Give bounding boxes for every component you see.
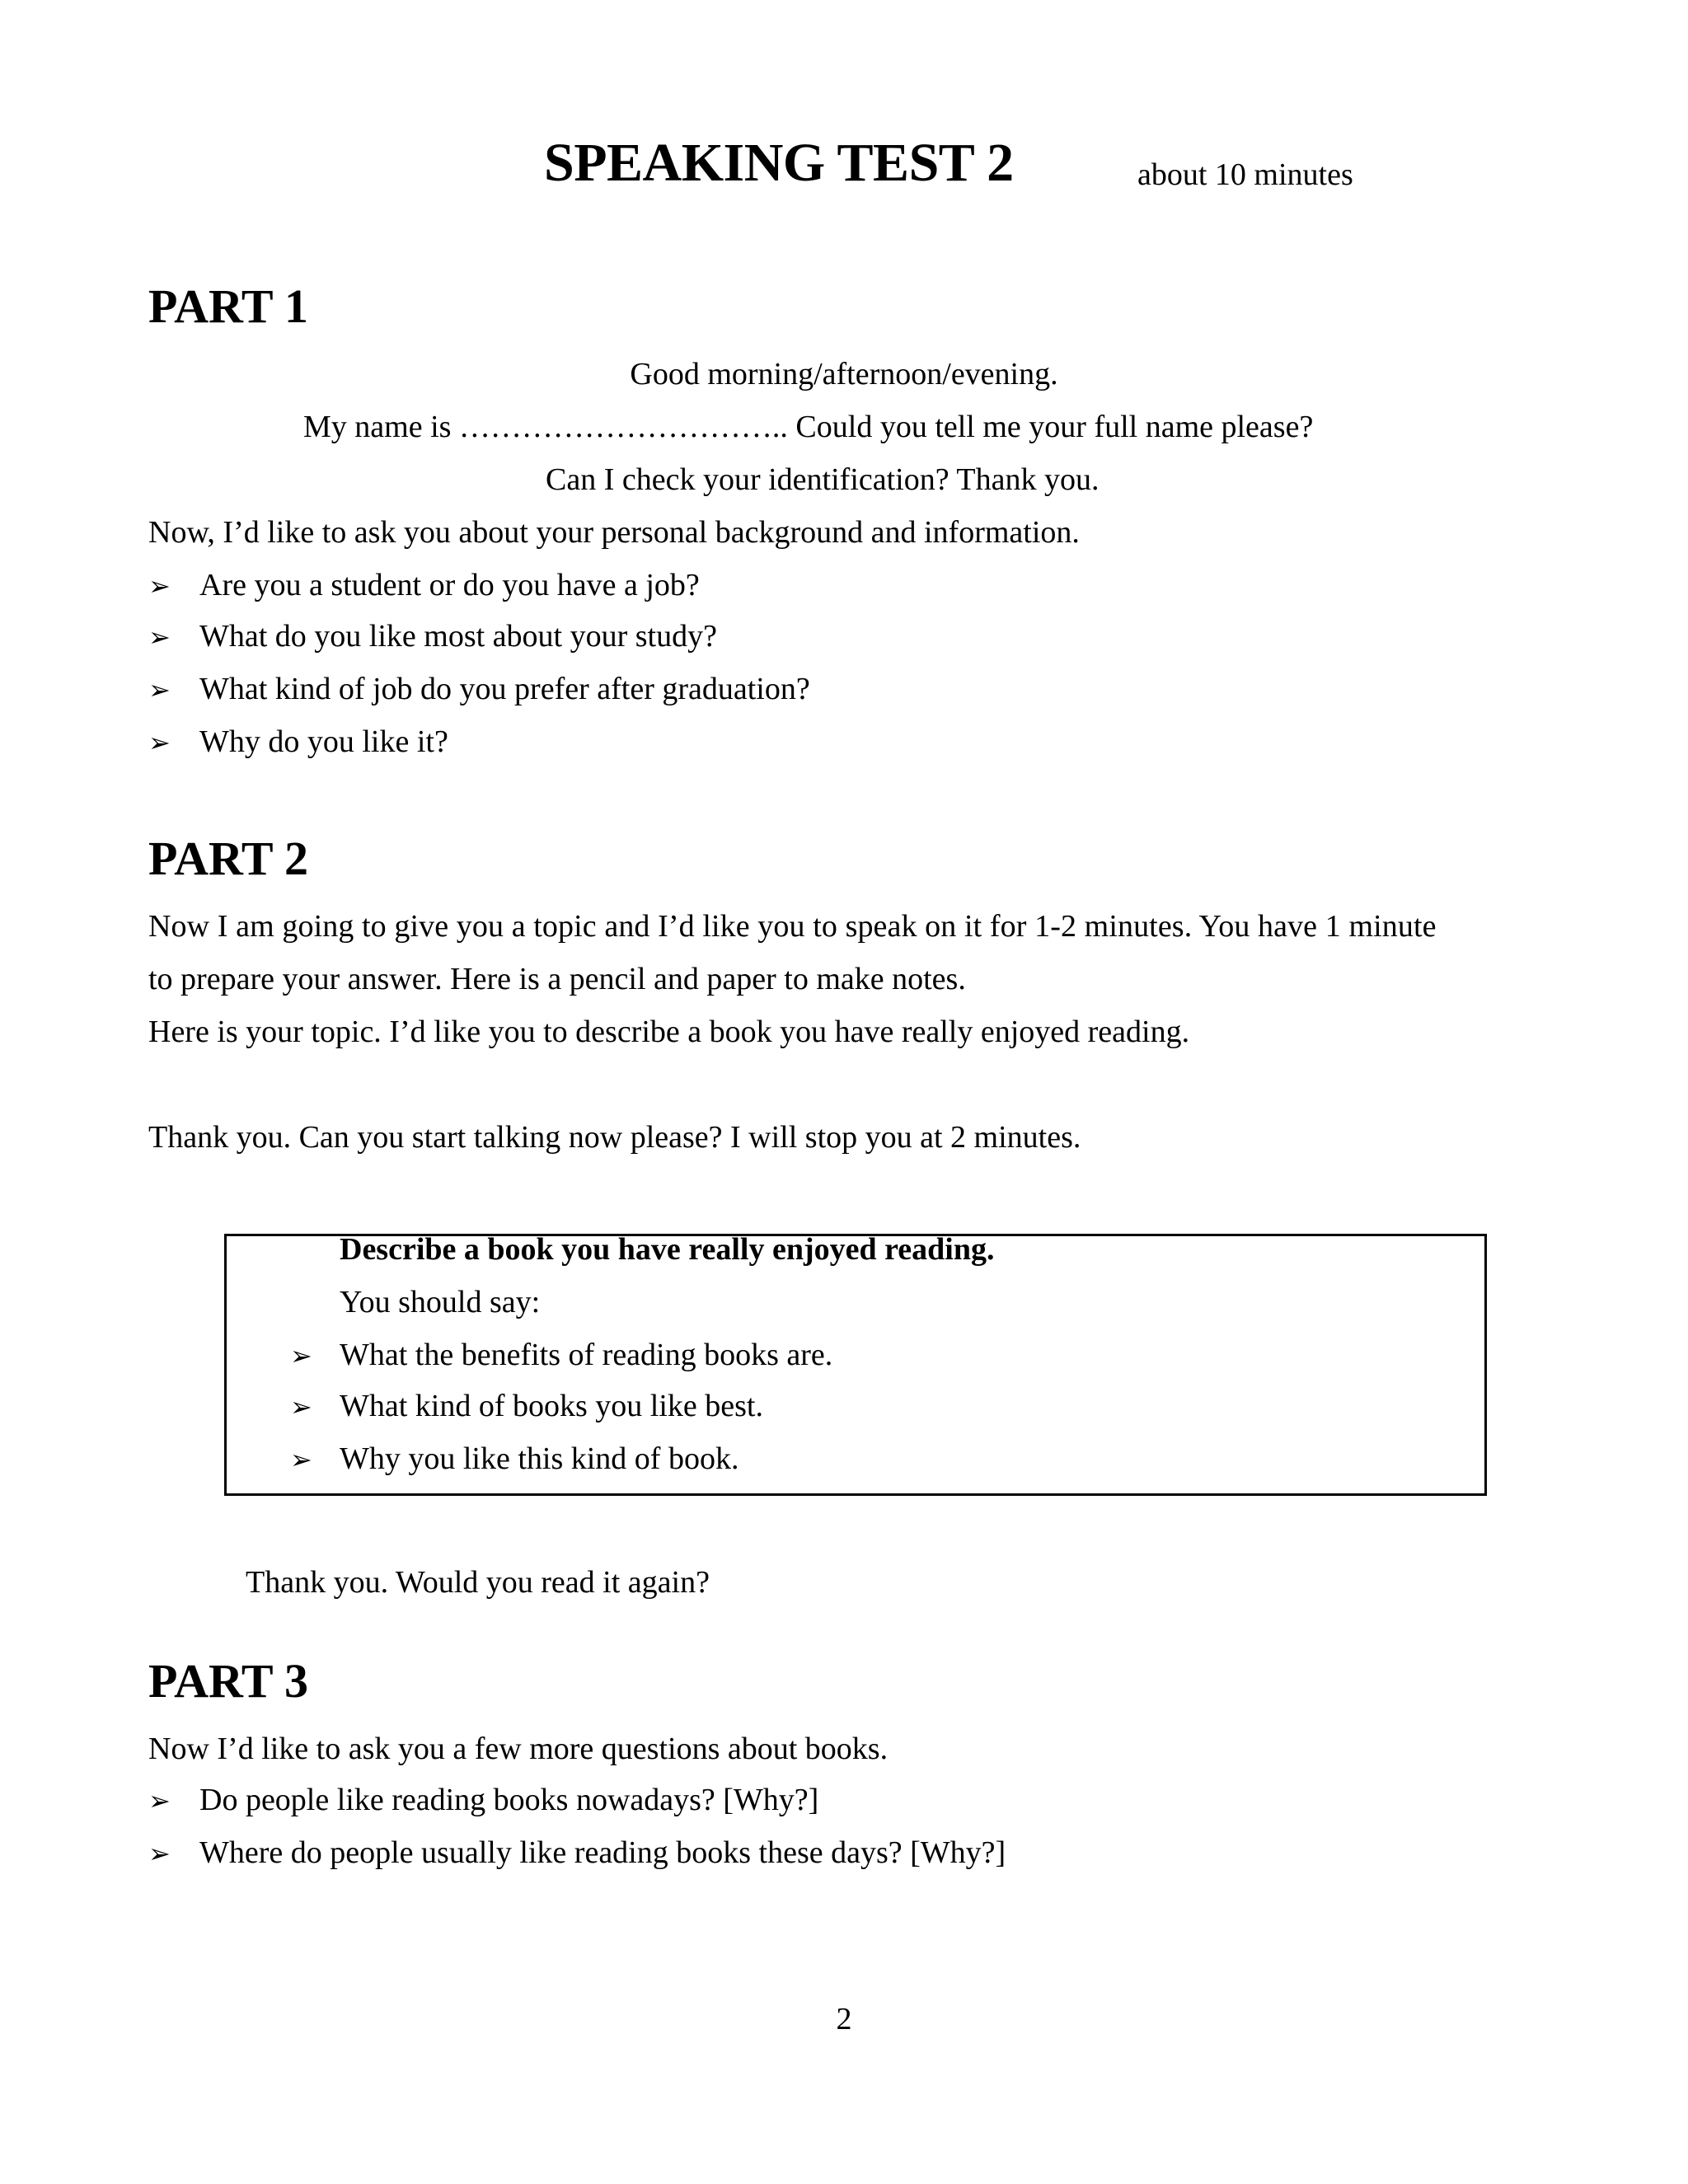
part3-question: ➢ Do people like reading books nowadays? [Why?] bbox=[148, 1783, 819, 1817]
part3-question: ➢ Where do people usually like reading books these days? [Why?] bbox=[148, 1835, 1006, 1870]
test-duration: about 10 minutes bbox=[1137, 157, 1353, 192]
arrowhead-bullet-icon: ➢ bbox=[148, 674, 171, 705]
part1-id-line: Can I check your identification? Thank you. bbox=[546, 462, 1100, 497]
arrowhead-bullet-icon: ➢ bbox=[290, 1444, 312, 1475]
part2-follow-up: Thank you. Would you read it again? bbox=[246, 1565, 710, 1600]
part3-intro: Now I’d like to ask you a few more questions about books. bbox=[148, 1732, 889, 1766]
topic-card-point: ➢ What kind of books you like best. bbox=[290, 1389, 763, 1423]
part3-heading: PART 3 bbox=[148, 1654, 308, 1708]
part2-start-line: Thank you. Can you start talking now please? I will stop you at 2 minutes. bbox=[148, 1120, 1081, 1155]
part2-intro-line1: Now I am going to give you a topic and I’d like you to speak on it for 1-2 minutes. You have 1 minute bbox=[148, 909, 1437, 944]
page-number: 2 bbox=[836, 2002, 852, 2036]
part1-question: ➢ What kind of job do you prefer after graduation? bbox=[148, 672, 810, 706]
topic-card-title: Describe a book you have really enjoyed reading. bbox=[340, 1232, 995, 1267]
arrowhead-bullet-icon: ➢ bbox=[148, 1838, 171, 1869]
arrowhead-bullet-icon: ➢ bbox=[148, 621, 171, 653]
part1-question: ➢ What do you like most about your study? bbox=[148, 619, 717, 654]
part1-intro: Now, I’d like to ask you about your personal background and information. bbox=[148, 515, 1080, 550]
part2-topic-line: Here is your topic. I’d like you to describe a book you have really enjoyed reading. bbox=[148, 1015, 1190, 1049]
arrowhead-bullet-icon: ➢ bbox=[290, 1391, 312, 1422]
part1-name-line: My name is ………………………….. Could you tell me your full name please? bbox=[303, 410, 1314, 444]
arrowhead-bullet-icon: ➢ bbox=[290, 1340, 312, 1371]
part1-heading: PART 1 bbox=[148, 279, 308, 333]
part1-question: ➢ Are you a student or do you have a job? bbox=[148, 568, 700, 602]
arrowhead-bullet-icon: ➢ bbox=[148, 727, 171, 758]
arrowhead-bullet-icon: ➢ bbox=[148, 570, 171, 602]
part1-greeting: Good morning/afternoon/evening. bbox=[630, 357, 1058, 391]
page-title: SPEAKING TEST 2 bbox=[544, 133, 1014, 193]
topic-card-should-say: You should say: bbox=[340, 1285, 541, 1319]
part2-intro-line2: to prepare your answer. Here is a pencil and paper to make notes. bbox=[148, 962, 966, 996]
topic-card-point: ➢ What the benefits of reading books are. bbox=[290, 1338, 833, 1372]
part2-heading: PART 2 bbox=[148, 832, 308, 885]
arrowhead-bullet-icon: ➢ bbox=[148, 1785, 171, 1816]
topic-card-point: ➢ Why you like this kind of book. bbox=[290, 1441, 739, 1476]
part1-question: ➢ Why do you like it? bbox=[148, 724, 448, 759]
